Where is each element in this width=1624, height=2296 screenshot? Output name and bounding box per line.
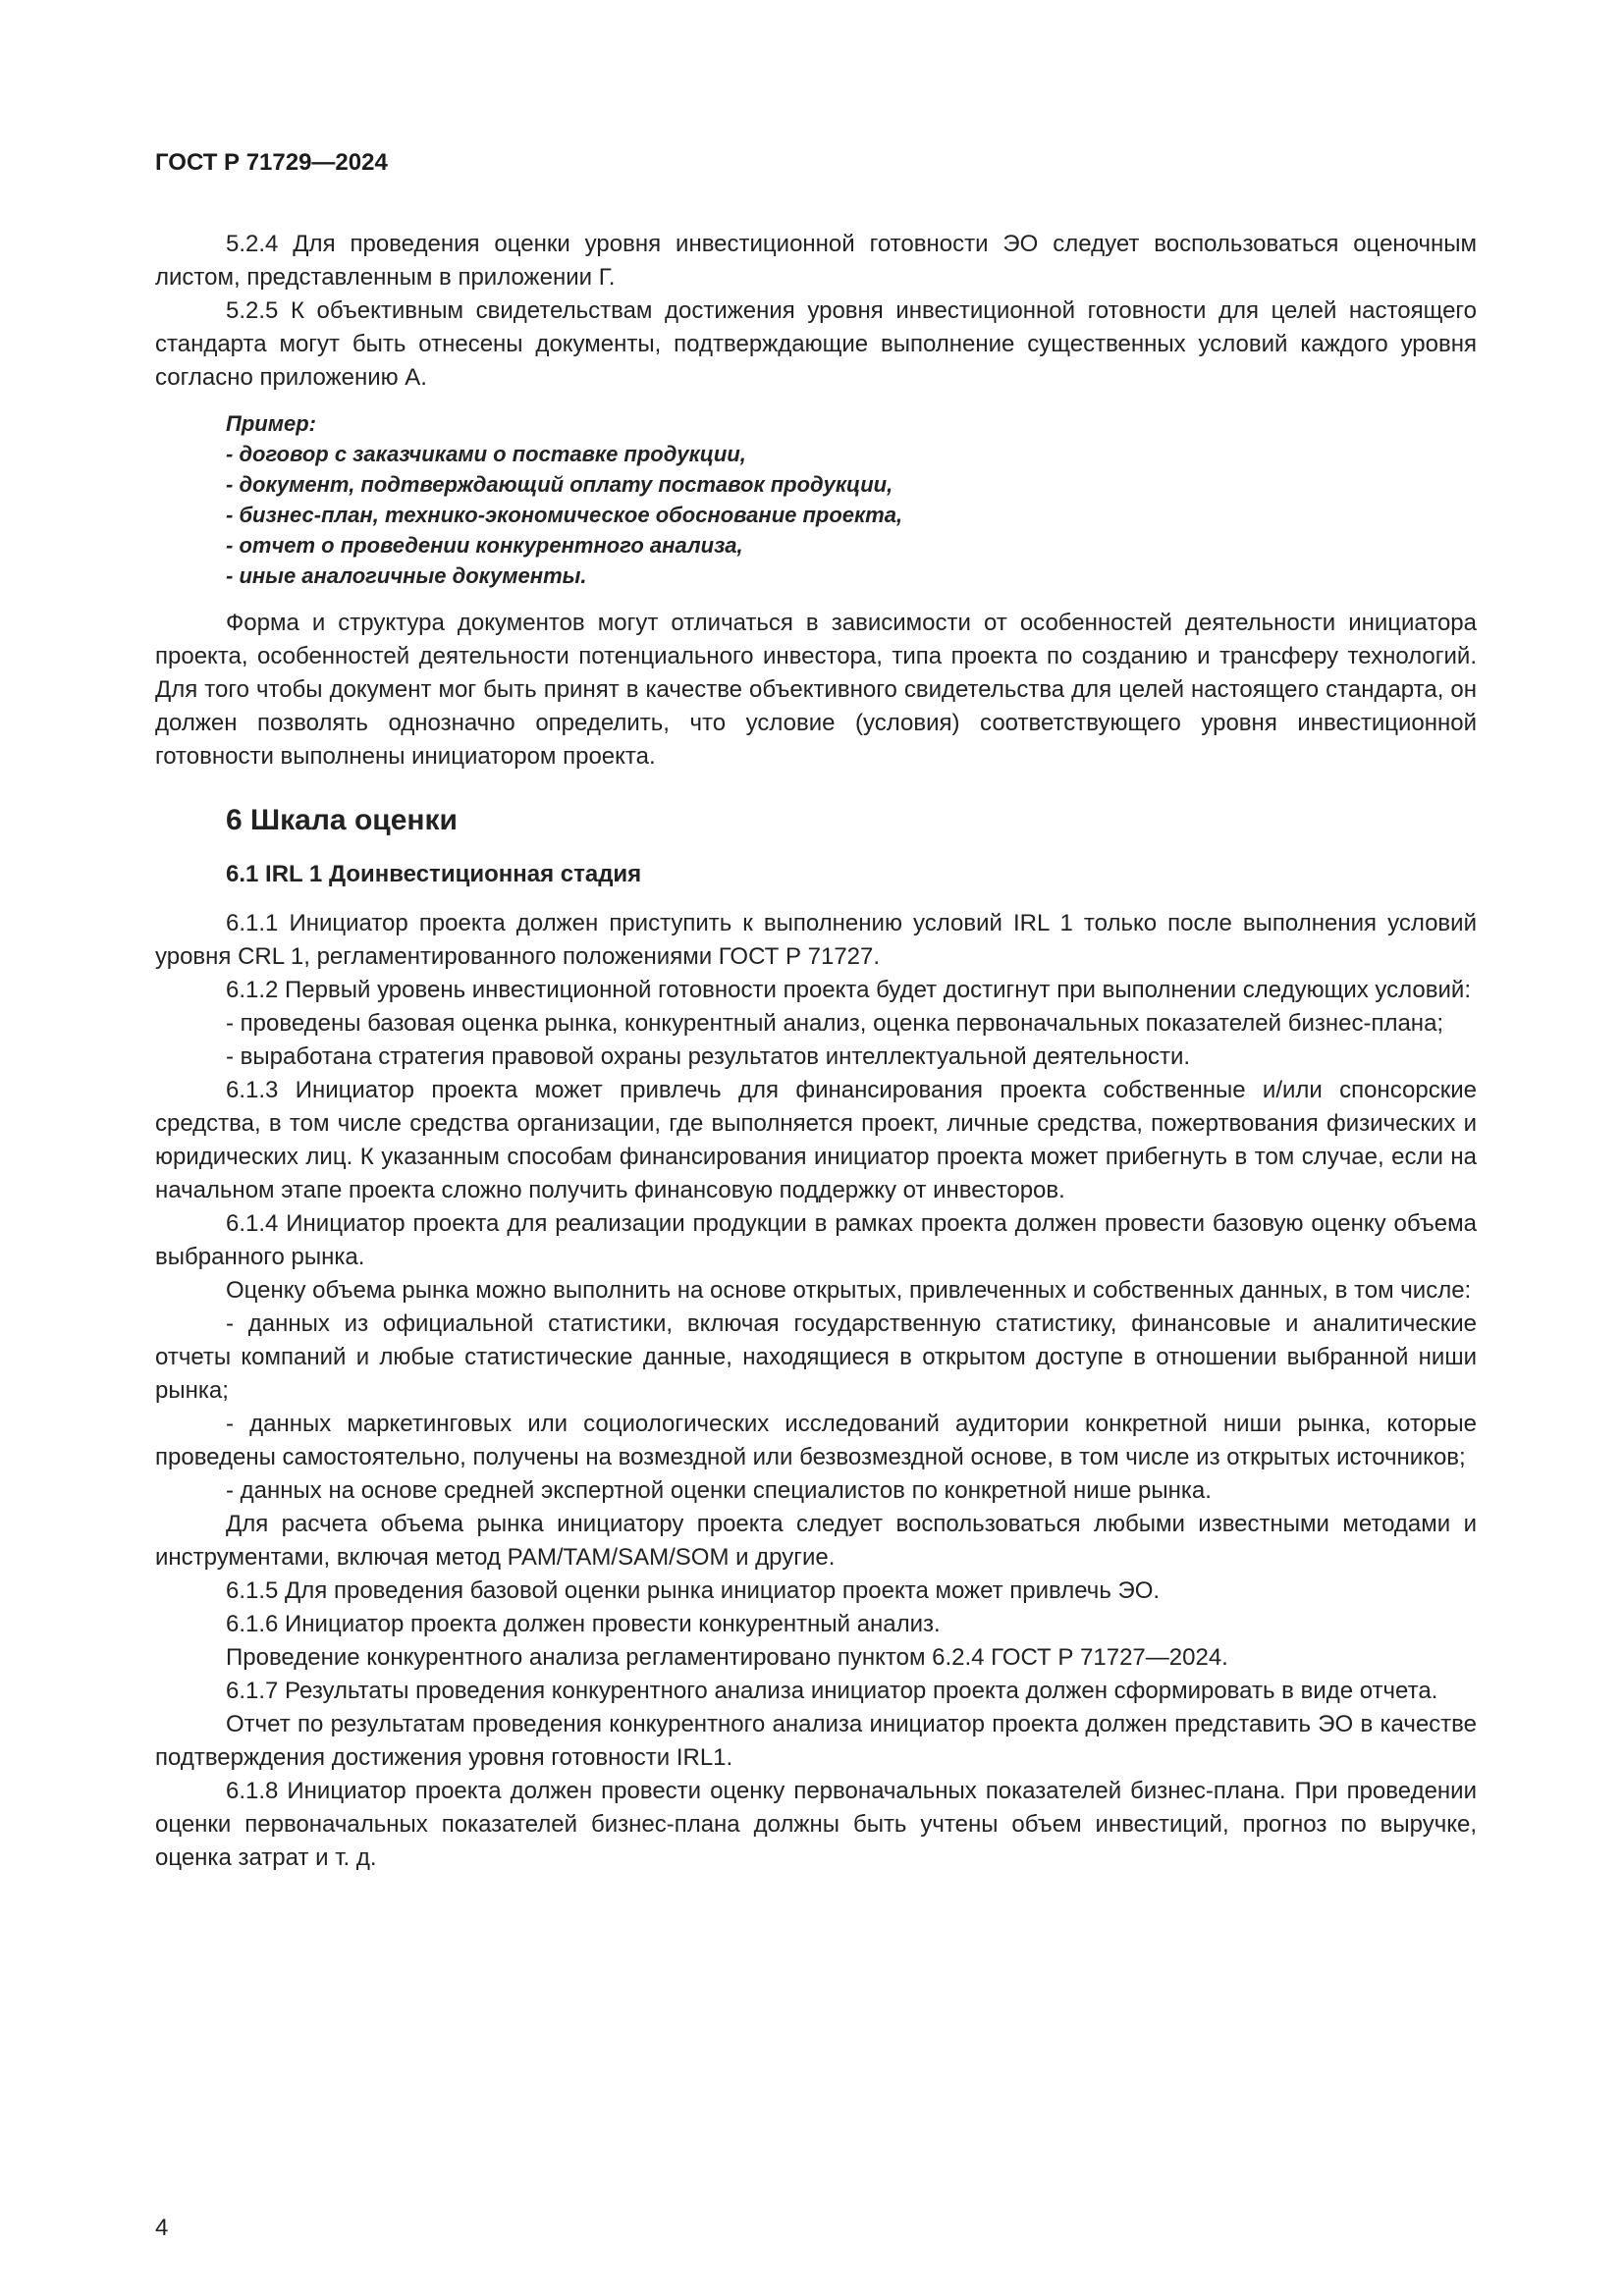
example-item: - договор с заказчиками о поставке продукции, [226,442,746,466]
paragraph-market-volume: Оценку объема рынка можно выполнить на основе открытых, привлеченных и собственных данных, в том числе: [226,1277,1472,1304]
paragraph-competitive-analysis: Проведение конкурентного анализа регламентировано пунктом 6.2.4 ГОСТ Р 71727—2024. [226,1644,1228,1671]
example-item: - документ, подтверждающий оплату поставок продукции, [226,472,893,497]
example-item: - отчет о проведении конкурентного анализа, [226,533,743,558]
paragraph-6-1-8: 6.1.8 Инициатор проекта должен провести оценку первоначальных показателей бизнес-плана. При проведении оценки первоначальных показателей бизнес-плана должны быть учтены объем инвестиций, прогноз по выручке, оценка затрат и т. д. [155,1778,1477,1871]
paragraph-5-2-4: 5.2.4 Для проведения оценки уровня инвестиционной готовности ЭО следует воспользоваться оценочным листом, представленным в приложении Г. [155,231,1477,291]
subsection-title: 6.1 IRL 1 Доинвестиционная стадия [226,861,642,887]
paragraph-6-1-1: 6.1.1 Инициатор проекта должен приступить к выполнению условий IRL 1 только после выполнения условий уровня CRL 1, регламентированного положениями ГОСТ Р 71727. [155,910,1477,970]
paragraph-6-1-6: 6.1.6 Инициатор проекта должен провести конкурентный анализ. [226,1611,941,1637]
paragraph-6-1-3: 6.1.3 Инициатор проекта может привлечь для финансирования проекта собственные и/или спонсорские средства, в том числе средства организации, где выполняется проект, личные средства, пожертвования физических и юридических лиц. К указанным способам финансирования инициатор проекта может прибегнуть в том случае, если на начальном этапе проекта сложно получить финансовую поддержку от инвесторов. [155,1077,1477,1203]
list-item: - данных из официальной статистики, включая государственную статистику, финансовые и аналитические отчеты компаний и любые статистические данные, находящиеся в открытом доступе в отношении выбранной ниши рынка; [155,1310,1477,1404]
paragraph-documents-form: Форма и структура документов могут отличаться в зависимости от особенностей деятельности инициатора проекта, особенностей деятельности потенциального инвестора, типа проекта по созданию и трансферу технологий. Для того чтобы документ мог быть принят в качестве объективного свидетельства для целей настоящего стандарта, он должен позволять однозначно определить, что условие (условия) соответствующего уровня инвестиционной готовности выполнены инициатором проекта. [155,610,1477,770]
page-number: 4 [155,2215,169,2241]
paragraph-5-2-5: 5.2.5 К объективным свидетельствам достижения уровня инвестиционной готовности для целей настоящего стандарта могут быть отнесены документы, подтверждающие выполнение существенных условий каждого уровня согласно приложению А. [155,297,1477,391]
example-item: - бизнес-план, технико-экономическое обоснование проекта, [226,503,903,527]
paragraph-6-1-5: 6.1.5 Для проведения базовой оценки рынка инициатор проекта может привлечь ЭО. [226,1577,1161,1604]
paragraph-market-methods: Для расчета объема рынка инициатору проекта следует воспользоваться любыми известными методами и инструментами, включая метод PAM/TAM/SAM/SOM и другие. [155,1511,1477,1571]
list-item: - проведены базовая оценка рынка, конкурентный анализ, оценка первоначальных показателей бизнес-плана; [226,1010,1444,1037]
list-item: - выработана стратегия правовой охраны результатов интеллектуальной деятельности. [226,1043,1191,1070]
paragraph-6-1-7: 6.1.7 Результаты проведения конкурентного анализа инициатор проекта должен сформировать в виде отчета. [226,1678,1438,1704]
list-item: - данных на основе средней экспертной оценки специалистов по конкретной нише рынка. [226,1477,1212,1504]
example-block [226,408,1477,591]
example-title: Пример: [226,411,316,436]
paragraph-6-1-4: 6.1.4 Инициатор проекта для реализации продукции в рамках проекта должен провести базовую оценку объема выбранного рынка. [155,1210,1477,1270]
paragraph-6-1-2: 6.1.2 Первый уровень инвестиционной готовности проекта будет достигнут при выполнении следующих условий: [226,977,1472,1003]
section-title: 6 Шкала оценки [226,804,458,836]
paragraph-report: Отчет по результатам проведения конкурентного анализа инициатор проекта должен представить ЭО в качестве подтверждения достижения уровня готовности IRL1. [155,1711,1477,1771]
list-item: - данных маркетинговых или социологических исследований аудитории конкретной ниши рынка, которые проведены самостоятельно, получены на возмездной или безвозмездной основе, в том числе из открытых источников; [155,1411,1477,1470]
page-content [155,228,1477,1875]
example-item: - иные аналогичные документы. [226,563,587,588]
standard-code-header: ГОСТ Р 71729—2024 [155,149,388,176]
